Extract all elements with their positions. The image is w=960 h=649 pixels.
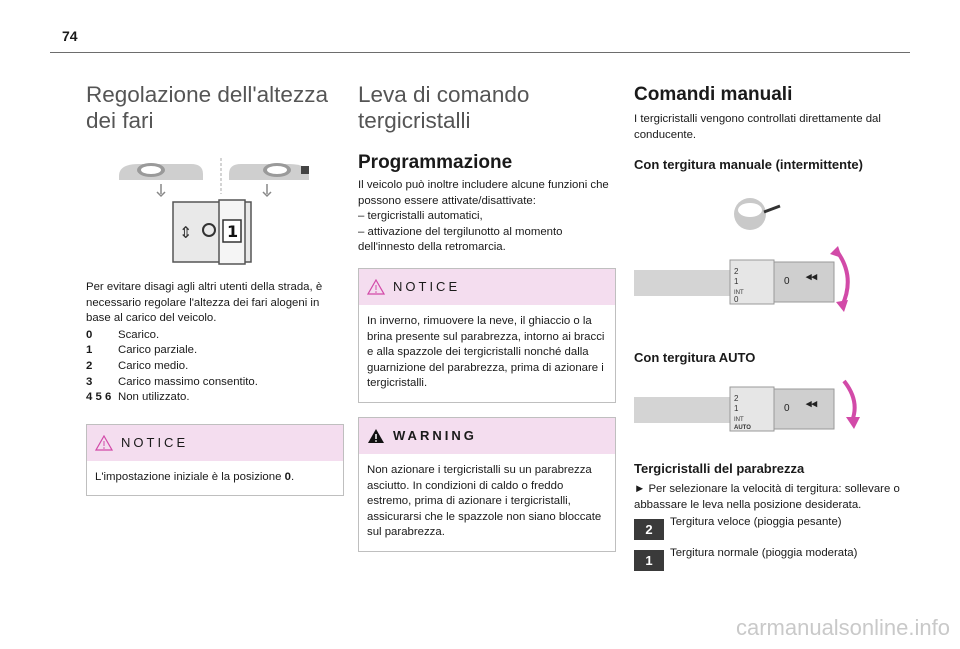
position-row: 4 5 6 Non utilizzato. — [86, 391, 190, 404]
column-headlight — [86, 82, 344, 496]
speed-label: Tergitura veloce (pioggia pesante) — [670, 516, 842, 529]
wiper-stalk-auto-illustration — [634, 373, 874, 453]
page-number: 74 — [62, 28, 78, 44]
headlight-illustration — [111, 156, 331, 266]
car-right-icon — [229, 163, 309, 196]
notice-text: L'impostazione iniziale è la posizione 0. — [95, 470, 295, 483]
warning-filled-icon — [367, 428, 385, 444]
watermark: carmanualsonline.info — [735, 615, 950, 640]
headlight-title-line2: dei fari — [86, 108, 154, 133]
svg-text:INT: INT — [734, 417, 744, 424]
manual-wiping-heading: Con tergitura manuale (intermittente) — [634, 157, 863, 173]
programming-item: – attivazione del tergilunotto al momento dell'innesto della retromarcia. — [358, 225, 563, 254]
column-manual-controls — [634, 82, 904, 571]
svg-text:2: 2 — [734, 267, 739, 277]
height-wheel-icon — [173, 200, 251, 264]
programming-heading: Programmazione — [358, 152, 513, 173]
svg-text:◂◂: ◂◂ — [806, 271, 818, 284]
svg-text:2: 2 — [734, 394, 739, 404]
warning-outline-icon — [95, 435, 113, 451]
wiper-lever-title: Leva di comando tergicristalli — [358, 82, 530, 133]
warning-title: WARNING — [393, 428, 477, 444]
headlight-notice — [86, 424, 344, 497]
headlight-body: Per evitare disagi agli altri utenti della strada, è necessario regolare l'altezza dei fari alogeni in base al carico del veicolo. — [86, 281, 323, 325]
notice-title: NOTICE — [121, 435, 189, 451]
speed-badge: 2 — [634, 519, 664, 540]
top-divider — [50, 52, 910, 53]
speed-badge: 1 — [634, 550, 664, 571]
position-row: 1 Carico parziale. — [86, 344, 198, 357]
speed-label: Tergitura normale (pioggia moderata) — [670, 547, 858, 560]
wiper-stalk — [634, 246, 848, 312]
programming-item: – tergicristalli automatici, — [358, 210, 483, 223]
manual-controls-intro: I tergicristalli vengono controllati direttamente dal conducente. — [634, 113, 881, 141]
svg-text:AUTO: AUTO — [734, 425, 751, 432]
auto-wiping-heading: Con tergitura AUTO — [634, 350, 756, 366]
svg-text:◂◂: ◂◂ — [806, 398, 818, 411]
column-wiper-lever — [358, 82, 616, 552]
manual-controls-heading: Comandi manuali — [634, 84, 793, 105]
windscreen-wipers-heading: Tergicristalli del parabrezza — [634, 461, 805, 477]
svg-text:1: 1 — [734, 277, 739, 287]
warning-outline-icon — [367, 279, 385, 295]
position-row: 2 Carico medio. — [86, 359, 189, 372]
speed-row — [634, 544, 904, 571]
headlight-title — [86, 82, 344, 134]
speed-row — [634, 513, 904, 540]
svg-text:1: 1 — [734, 404, 739, 414]
svg-text:0: 0 — [784, 403, 790, 415]
svg-text:INT: INT — [734, 290, 744, 297]
wiper-warning — [358, 417, 616, 552]
svg-text:0: 0 — [784, 276, 790, 288]
wiper-notice — [358, 268, 616, 403]
steering-wheel-icon — [734, 198, 780, 230]
position-row: 0 Scarico. — [86, 328, 160, 341]
position-list — [86, 328, 344, 406]
svg-text:0: 0 — [734, 295, 739, 305]
position-row: 3 Carico massimo consentito. — [86, 375, 258, 388]
headlight-title-line1: Regolazione dell'altezza — [86, 82, 328, 107]
programming-intro: Il veicolo può inoltre includere alcune funzioni che possono essere attivate/disattivate: — [358, 179, 609, 207]
wiper-stalk-manual-illustration — [634, 178, 874, 348]
speed-instruction: ► Per selezionare la velocità di tergitura: sollevare o abbassare le leva nella posizione desiderata. — [634, 483, 900, 511]
notice-text: In inverno, rimuovere la neve, il ghiaccio o la brina presente sul parabrezza, intorno ai bracci e alla spazzole dei tergicristalli nonché dalla guarnizione del parabrezza, prima di azionare i tergicristalli. — [367, 314, 605, 390]
warning-text: Non azionare i tergicristalli su un parabrezza asciutto. In condizioni di caldo o freddo estremo, prima di azionare i tergicristalli, assicurarsi che le spazzole non siano bloccate sul parabrezza. — [367, 463, 602, 539]
wheel-digit: 1 — [227, 222, 239, 241]
car-left-icon — [119, 163, 203, 196]
notice-title: NOTICE — [393, 279, 461, 295]
notice-header — [87, 425, 343, 461]
svg-text:⇕: ⇕ — [179, 223, 193, 242]
